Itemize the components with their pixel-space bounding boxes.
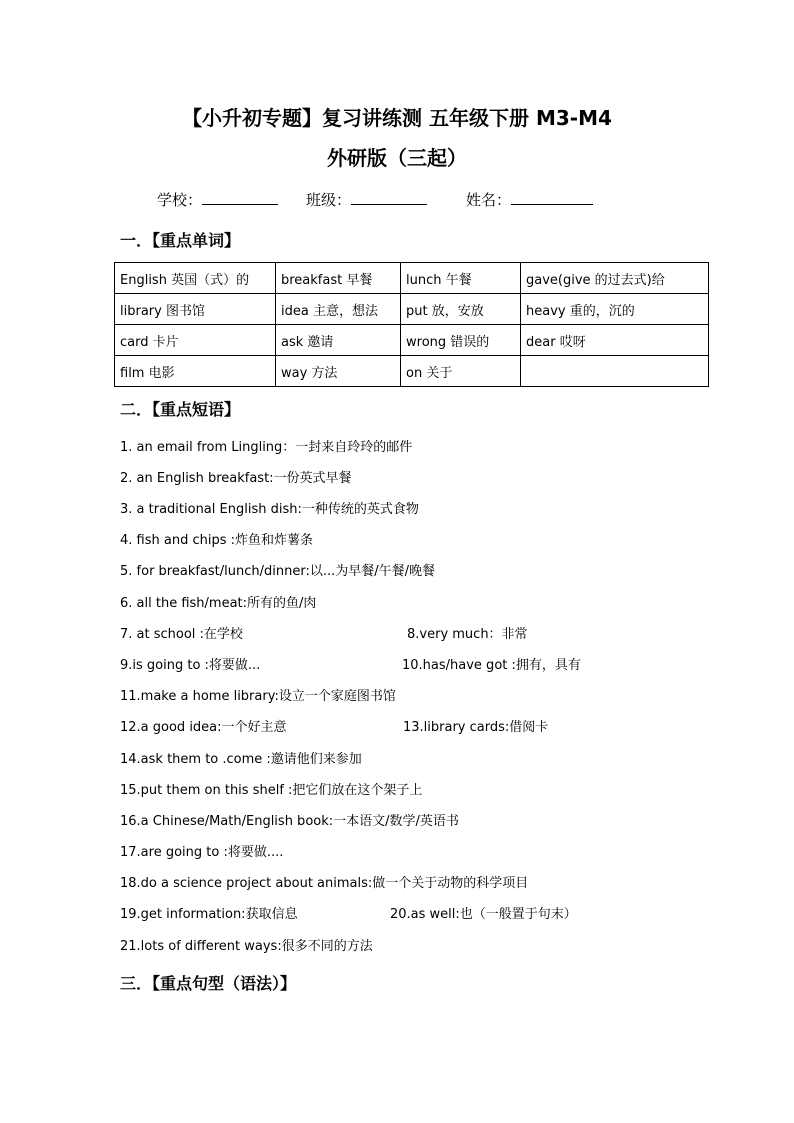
phrase-item: 3. a traditional English dish:一种传统的英式食物 xyxy=(120,502,419,517)
phrase-item: 1. an email from Lingling：一封来自玲玲的邮件 xyxy=(120,440,413,455)
table-cell: film 电影 xyxy=(115,356,276,387)
table-cell xyxy=(521,356,709,387)
table-row xyxy=(115,356,709,387)
table-cell: breakfast 早餐 xyxy=(276,263,401,294)
school-blank[interactable] xyxy=(202,188,278,205)
phrase-item: 6. all the fish/meat:所有的鱼/肉 xyxy=(120,596,317,611)
name-label: 姓名： xyxy=(466,191,512,209)
phrase-item: 11.make a home library:设立一个家庭图书馆 xyxy=(120,689,396,704)
phrase-item: 20.as well:也（一般置于句末） xyxy=(390,907,577,922)
phrase-item: 18.do a science project about animals:做一个关于动物的科学项目 xyxy=(120,876,529,891)
table-cell: put 放，安放 xyxy=(401,294,521,325)
page-title: 【小升初专题】复习讲练测 五年级下册 M3-M4 xyxy=(182,106,612,130)
phrase-item: 16.a Chinese/Math/English book:一本语文/数学/英语书 xyxy=(120,814,459,829)
table-row xyxy=(115,294,709,325)
table-cell: card 卡片 xyxy=(115,325,276,356)
school-field[interactable] xyxy=(157,188,278,212)
phrase-item: 21.lots of different ways:很多不同的方法 xyxy=(120,939,373,954)
phrase-item: 10.has/have got :拥有，具有 xyxy=(402,658,581,673)
phrase-item: 9.is going to :将要做... xyxy=(120,658,261,673)
table-cell: library 图书馆 xyxy=(115,294,276,325)
phrase-item: 8.very much：非常 xyxy=(407,627,528,642)
name-blank[interactable] xyxy=(511,188,593,205)
phrase-item: 13.library cards:借阅卡 xyxy=(403,720,549,735)
table-cell: idea 主意，想法 xyxy=(276,294,401,325)
table-cell: wrong 错误的 xyxy=(401,325,521,356)
table-row xyxy=(115,263,709,294)
phrase-item: 17.are going to :将要做.... xyxy=(120,845,284,860)
section-heading-words: 一．【重点单词】 xyxy=(120,231,241,250)
phrase-item: 19.get information:获取信息 xyxy=(120,907,298,922)
vocabulary-table xyxy=(114,262,709,387)
phrase-item: 12.a good idea:一个好主意 xyxy=(120,720,287,735)
table-cell: English 英国（式）的 xyxy=(115,263,276,294)
name-field[interactable] xyxy=(466,188,593,212)
section-heading-phrases: 二．【重点短语】 xyxy=(120,400,241,419)
class-label: 班级： xyxy=(306,191,352,209)
table-cell: lunch 午餐 xyxy=(401,263,521,294)
phrase-item: 15.put them on this shelf :把它们放在这个架子上 xyxy=(120,783,423,798)
phrase-item: 2. an English breakfast:一份英式早餐 xyxy=(120,471,352,486)
class-field[interactable] xyxy=(306,188,427,212)
class-blank[interactable] xyxy=(351,188,427,205)
section-heading-sentences: 三．【重点句型（语法）】 xyxy=(120,974,297,993)
table-cell: heavy 重的，沉的 xyxy=(521,294,709,325)
page-subtitle: 外研版（三起） xyxy=(327,146,467,170)
phrase-item: 5. for breakfast/lunch/dinner:以...为早餐/午餐/晚餐 xyxy=(120,564,435,579)
table-cell: gave(give 的过去式)给 xyxy=(521,263,709,294)
student-info-line xyxy=(0,188,794,212)
table-cell: way 方法 xyxy=(276,356,401,387)
table-cell: dear 哎呀 xyxy=(521,325,709,356)
phrase-item: 14.ask them to .come :邀请他们来参加 xyxy=(120,752,362,767)
table-cell: ask 邀请 xyxy=(276,325,401,356)
phrase-item: 7. at school :在学校 xyxy=(120,627,243,642)
phrase-item: 4. fish and chips :炸鱼和炸薯条 xyxy=(120,533,313,548)
school-label: 学校： xyxy=(157,191,203,209)
table-row xyxy=(115,325,709,356)
table-cell: on 关于 xyxy=(401,356,521,387)
